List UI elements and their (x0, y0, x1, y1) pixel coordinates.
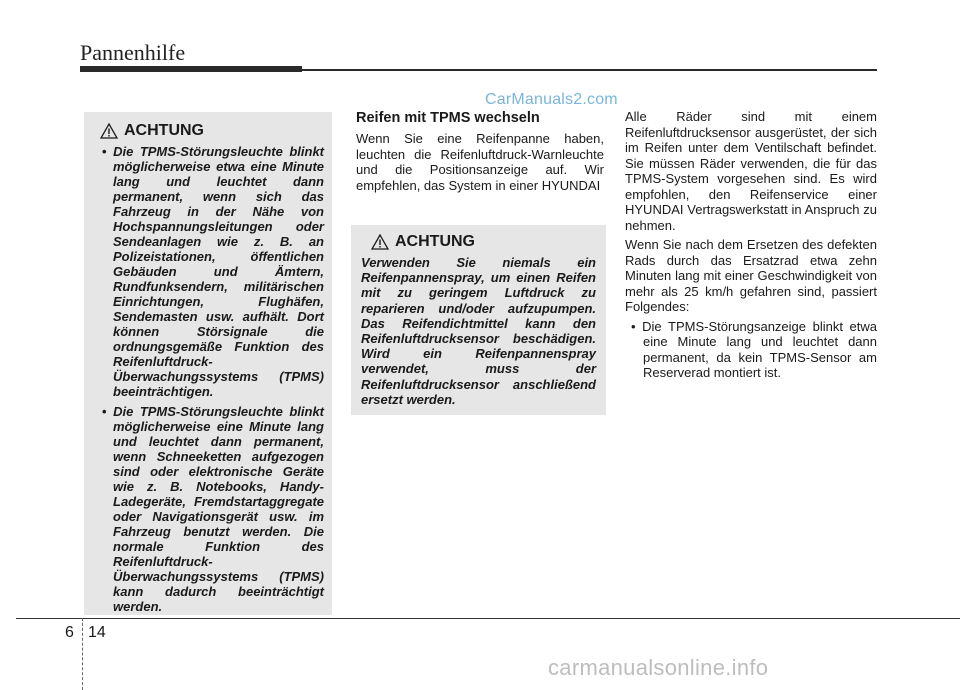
footer-divider (82, 618, 83, 690)
footer-rule (16, 618, 960, 619)
caution-box-1-title: ACHTUNG (124, 122, 204, 139)
caution-box-2-title: ACHTUNG (395, 233, 475, 250)
subsection-heading: Reifen mit TPMS wechseln (356, 110, 540, 126)
header-rule-thin (302, 69, 877, 71)
page-number: 14 (88, 624, 106, 641)
body-paragraph: Wenn Sie nach dem Ersetzen des defekten Rads durch das Ersatzrad etwa zehn Minuten lang mit einer Geschwindigkeit von mehr als 25 km/h gefahren sind, passiert Folgendes: (625, 237, 877, 314)
warning-triangle-icon (371, 234, 389, 250)
section-title: Pannenhilfe (80, 40, 186, 65)
watermark-link[interactable]: CarManuals2.com (485, 91, 618, 108)
caution-box-1 (84, 112, 332, 615)
caution-box-2 (351, 225, 606, 415)
right-column-list (625, 319, 877, 381)
caution-item: • Die TPMS-Störungsleuchte blinkt möglicherweise eine Minute lang und leuchtet dann permanent, wenn Schneeketten aufgezogen sind oder elektronische Geräte wie z. B. Notebooks, Handy-Ladegeräte, Fremdstartaggregate oder Navigationsgerät usw. im Fahrzeug benutzt werden. Die normale Funktion des Reifenluftdruck-Überwachungssystems (TPMS) kann dadurch beeinträchtigt werden. (92, 404, 324, 614)
body-paragraph: Alle Räder sind mit einem Reifenluftdrucksensor ausgerüstet, der sich im Reifen unter dem Ventilschaft befindet. Sie müssen Räder verwenden, die für das TPMS-System vorgesehen sind. Es wird empfohlen, den Reifenservice einer HYUNDAI Vertragswerkstatt in Anspruch zu nehmen. (625, 109, 877, 233)
right-column (625, 109, 877, 381)
warning-triangle-icon (100, 123, 118, 139)
intro-paragraph: Wenn Sie eine Reifenpanne haben, leuchten die Reifenluftdruck-Warnleuchte und die Positionsanzeige auf. Wir empfehlen, das System in einer HYUNDAI (356, 131, 604, 193)
list-item: • Die TPMS-Störungsanzeige blinkt etwa eine Minute lang und leuchtet dann permanent, da kein TPMS-Sensor am Reserverad montiert ist. (625, 319, 877, 381)
caution-box-2-text: Verwenden Sie niemals ein Reifenpannenspray, um einen Reifen mit zu geringem Luftdruck zu reparieren und/oder aufzupumpen. Das Reifendichtmittel kann den Reifenluftdrucksensor beschädigen. Wird ein Reifenpannenspray verwendet, muss der Reifenluftdrucksensor anschließend ersetzt werden. (361, 255, 596, 407)
caution-item: • Die TPMS-Störungsleuchte blinkt möglicherweise etwa eine Minute lang und leuchtet dann permanent, wenn sich das Fahrzeug in der Nähe von Hochspannungsleitungen oder Sendeanlagen wie z. B. an Polizeistationen, öffentlichen Gebäuden und Ämtern, Rundfunksendern, militärischen Einrichtungen, Flughäfen, Sendemasten usw. aufhält. Dort können Störsignale die ordnungsgemäße Funktion des Reifenluftdruck-Überwachungssystems (TPMS) beeinträchtigen. (92, 144, 324, 399)
chapter-number: 6 (65, 624, 74, 641)
watermark-footer[interactable]: carmanualsonline.info (548, 655, 769, 680)
caution-box-2-header (361, 233, 596, 251)
caution-box-1-header (92, 122, 324, 140)
header-rule-thick (80, 66, 302, 72)
caution-box-1-list (92, 144, 324, 614)
